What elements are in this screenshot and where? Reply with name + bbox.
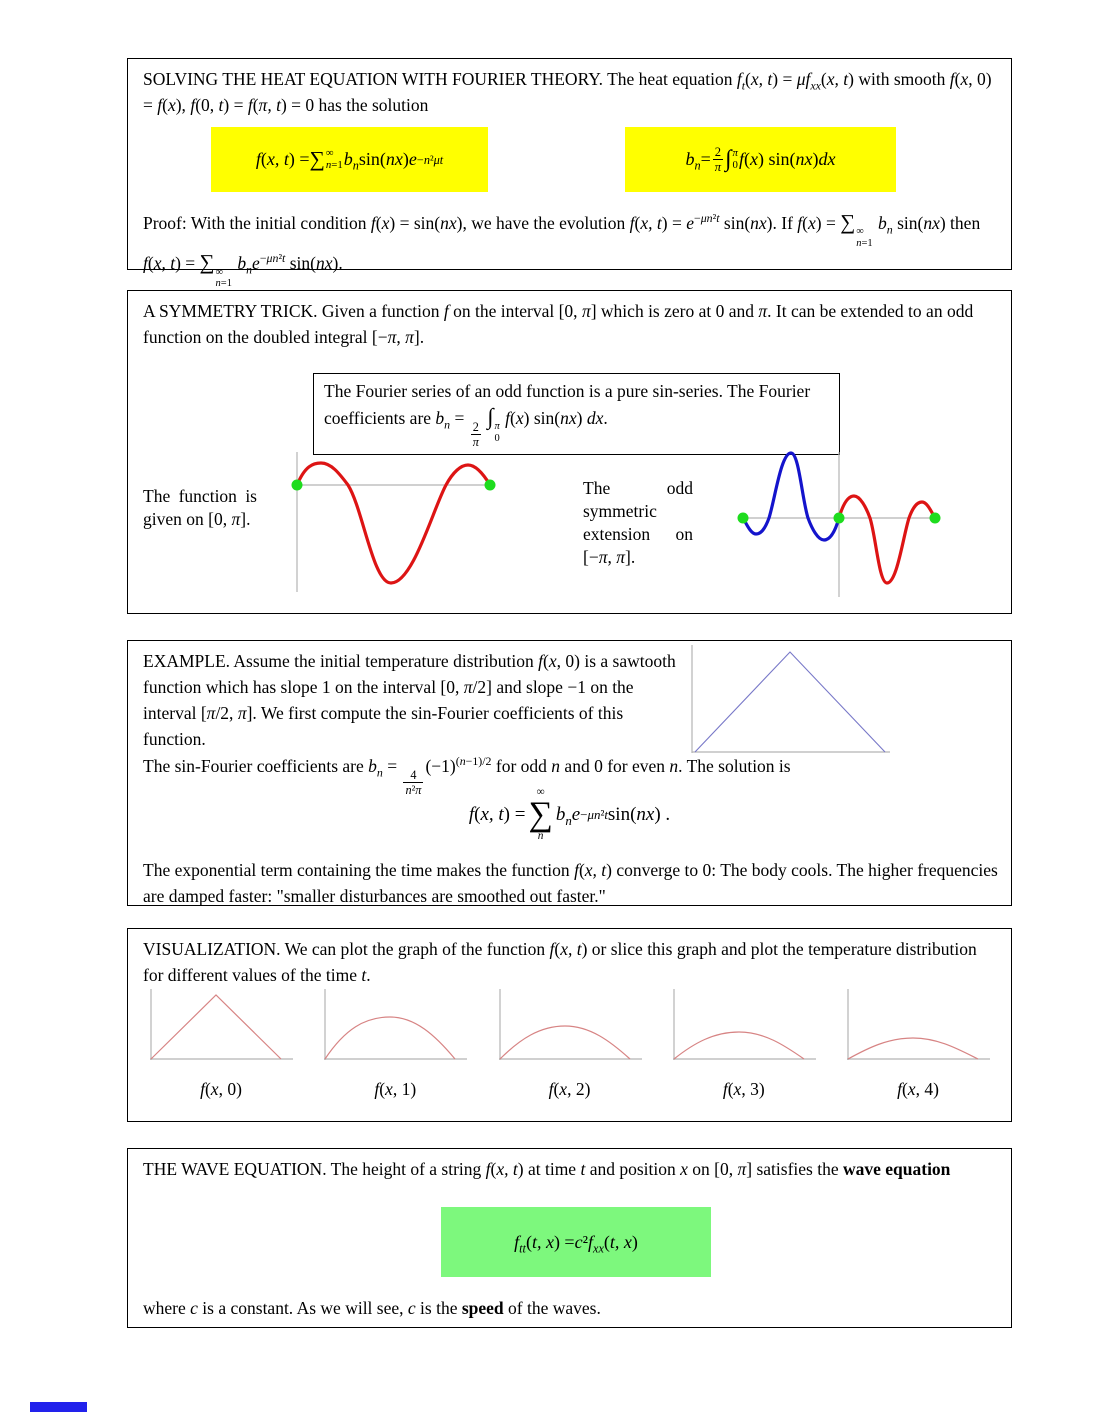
- temperature-curve-t3: [674, 1032, 804, 1059]
- right-endpoint-dot: [930, 513, 941, 524]
- given-function-curve: [297, 463, 490, 583]
- heat-intro-text: SOLVING THE HEAT EQUATION WITH FOURIER THEORY. The heat equation $f_t(x$, $t) = \mu f_{xx}(x$, t) with smooth f(x, 0) = f(x), f(0, t) = f(π, t) = 0 has the solution: [143, 69, 992, 115]
- solution-formula-highlight: f ( x, t ) = ∑ ∞ n=1 $b_n$ sin( nx ) e −n²μt: [211, 127, 488, 192]
- odd-extension-left-curve: [743, 453, 839, 540]
- right-endpoint-dot: [485, 480, 496, 491]
- wave-equation-section: [127, 1148, 1012, 1328]
- temperature-curve-t4: [848, 1038, 978, 1059]
- slice-plot-t4: [843, 987, 993, 1067]
- temperature-curve-t1: [325, 1017, 455, 1059]
- temperature-curve-t2: [500, 1026, 630, 1059]
- center-dot: [834, 513, 845, 524]
- temperature-curve-t0: [151, 995, 281, 1059]
- cooling-text: The exponential term containing the time makes the function f(x, t) converge to 0: The body cools. The higher frequencies are damped faster: "smaller disturbances are smoothed out faster.": [143, 860, 998, 906]
- slice-label-t1: f(x, 1): [374, 1079, 417, 1099]
- symmetry-trick-section: [127, 290, 1012, 614]
- slice-labels-row: [146, 1079, 993, 1100]
- odd-extension-caption: The odd symmetric extension on [−π, π].: [583, 478, 693, 567]
- left-endpoint-dot: [292, 480, 303, 491]
- solution-display-formula: f ( x, t ) = ∞ ∑ n $b_n$ e −μn²t sin( nx ) .: [468, 785, 671, 843]
- visualization-intro-text: VISUALIZATION. We can plot the graph of the function f(x, t) or slice this graph and plot the temperature distribution for different values of the time t.: [143, 939, 977, 985]
- wave-intro-text: THE WAVE EQUATION. The height of a string f(x, t) at time t and position x on [0, π] satisfies the wave equation: [143, 1159, 951, 1179]
- visualization-section: [127, 928, 1012, 1122]
- hyperlink-marker[interactable]: [30, 1402, 87, 1412]
- given-function-plot: [291, 451, 501, 596]
- coefficients-text: The sin-Fourier coefficients are $b_n$ = $\frac{4}{\text{n²π}}$ $(-1)^{(n-1)/2}$ for odd n and 0 for even n. The solution is: [143, 754, 791, 798]
- odd-function-note-box: The Fourier series of an odd function is a pure sin-series. The Fourier coefficients are $b_n$ = $\frac{2}{\pi}$ ∫ π 0 f(x) sin(nx) dx.: [313, 373, 840, 455]
- slice-label-t2: f(x, 2): [548, 1079, 591, 1099]
- heat-equation-section: [127, 58, 1012, 290]
- odd-extension-right-curve: [839, 496, 935, 583]
- example-section: [127, 640, 1012, 906]
- slice-plot-t2: [495, 987, 645, 1067]
- slice-label-t0: f(x, 0): [200, 1079, 242, 1099]
- odd-extension-plot: [735, 451, 945, 601]
- given-function-caption: The function is given on [0, π].: [143, 486, 257, 529]
- coefficient-formula-highlight: $b_n$ = $\frac{2}{\pi}$ ∫ π 0 f ( x ) sin( nx ) dx: [625, 127, 896, 192]
- example-intro-text: EXAMPLE. Assume the initial temperature distribution f(x, 0) is a sawtooth function which has slope 1 on the interval [0, π/2] and slope −1 on the interval [π/2, π]. We first compute the sin-Fourier coefficients of this function.: [143, 651, 676, 749]
- slice-plot-t1: [320, 987, 470, 1067]
- symmetry-intro-text: A SYMMETRY TRICK. Given a function f on the interval [0, π] which is zero at 0 and π. It can be extended to an odd function on the doubled integral [−π, π].: [143, 301, 974, 347]
- sawtooth-curve: [695, 652, 885, 752]
- wave-formula-highlight: $f_{tt}$ ( t, x ) = c ² $f_{xx}$ ( t, x ): [441, 1207, 711, 1277]
- slice-plot-t3: [669, 987, 819, 1067]
- left-endpoint-dot: [738, 513, 749, 524]
- heat-proof-text: Proof: With the initial condition f(x) = sin(nx), we have the evolution f(x, $t) = e^{-\mu n^2t}$ sin(nx). If f(x) = ∑ ∞ n=1 $b_n$ sin(nx) then f(x, t) = ∑ ∞ n=1 $b_ne^{-\mu n^2t}$ sin(nx).: [143, 210, 981, 290]
- slice-label-t3: f(x, 3): [722, 1079, 765, 1099]
- slice-plot-t0: [146, 987, 296, 1067]
- wave-outro-text: where c is a constant. As we will see, c is the speed of the waves.: [143, 1298, 601, 1318]
- sawtooth-plot: [686, 643, 896, 758]
- slice-label-t4: f(x, 4): [897, 1079, 939, 1099]
- slice-plots-row: [146, 987, 993, 1067]
